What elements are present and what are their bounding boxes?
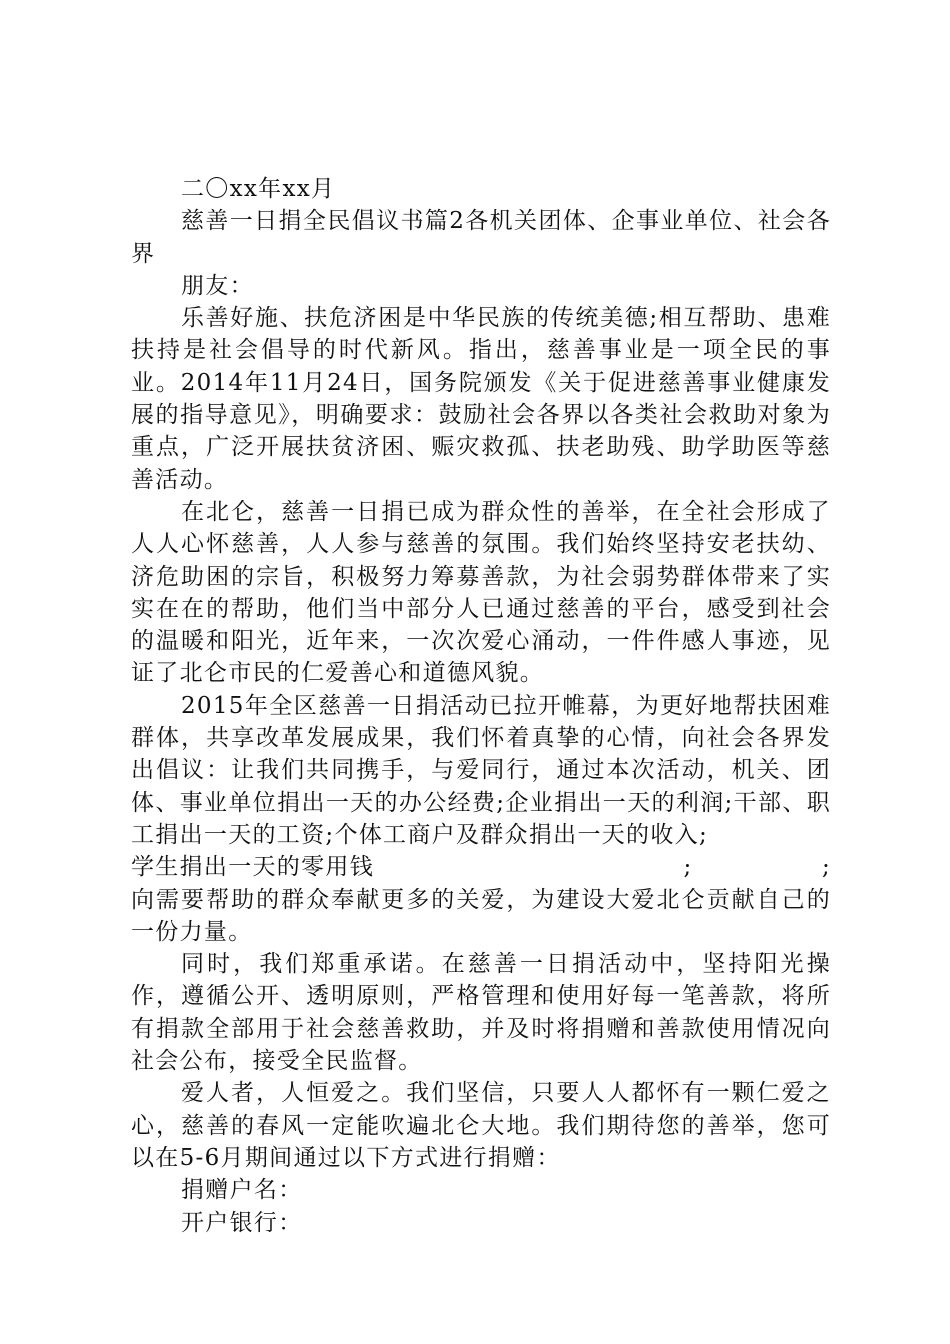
paragraph-3-continued: 向需要帮助的群众奉献更多的关爱，为建设大爱北仑贡献自己的一份力量。 — [131, 886, 831, 945]
salutation: 朋友： — [181, 272, 254, 299]
paragraph-4: 同时，我们郑重承诺。在慈善一日捐活动中，坚持阳光操作，遵循公开、透明原则，严格管理和使用好每一笔善款，将所有捐款全部用于社会慈善救助，并及时将捐赠和善款使用情况向社会公布，接受全民监督。 — [131, 951, 831, 1075]
donation-name-label: 捐赠户名： — [181, 1177, 303, 1204]
blank-line-end: ; — [821, 854, 831, 881]
blank-line-lead: 学生捐出一天的零用钱 — [131, 854, 374, 881]
document-page — [131, 173, 831, 1239]
paragraph-1: 乐善好施、扶危济困是中华民族的传统美德;相互帮助、患难扶持是社会倡导的时代新风。指出，慈善事业是一项全民的事业。2014年11月24日，国务院颁发《关于促进慈善事业健康发展的指导意见》，明确要求：鼓励社会各界以各类社会救助对象为重点，广泛开展扶贫济困、赈灾救孤、扶老助残、助学助医等慈善活动。 — [131, 305, 831, 493]
paragraph-2: 在北仑，慈善一日捐已成为群众性的善举，在全社会形成了人人心怀慈善，人人参与慈善的氛围。我们始终坚持安老扶幼、济危助困的宗旨，积极努力筹募善款，为社会弱势群体带来了实实在在的帮助，他们当中部分人已通过慈善的平台，感受到社会的温暖和阳光，近年来，一次次爱心涌动，一件件感人事迹，见证了北仑市民的仁爱善心和道德风貌。 — [131, 498, 831, 687]
paragraph-3: 2015年全区慈善一日捐活动已拉开帷幕，为更好地帮扶困难群体，共享改革发展成果，我们怀着真挚的心情，向社会各界发出倡议：让我们共同携手，与爱同行，通过本次活动，机关、团体、事业单位捐出一天的办公经费;企业捐出一天的利润;干部、职工捐出一天的工资;个体工商户及群众捐出一天的收入; — [131, 692, 831, 848]
heading-line: 慈善一日捐全民倡议书篇2各机关团体、企事业单位、社会各界 — [131, 208, 831, 267]
blank-line-mid: ; — [683, 854, 693, 881]
paragraph-3-blank-line — [131, 851, 831, 883]
paragraph-5: 爱人者，人恒爱之。我们坚信，只要人人都怀有一颗仁爱之心，慈善的春风一定能吹遍北仑大地。我们期待您的善举，您可以在5-6月期间通过以下方式进行捐赠： — [131, 1080, 831, 1171]
date-line: 二〇xx年xx月 — [181, 176, 336, 202]
bank-label: 开户银行： — [181, 1209, 303, 1236]
